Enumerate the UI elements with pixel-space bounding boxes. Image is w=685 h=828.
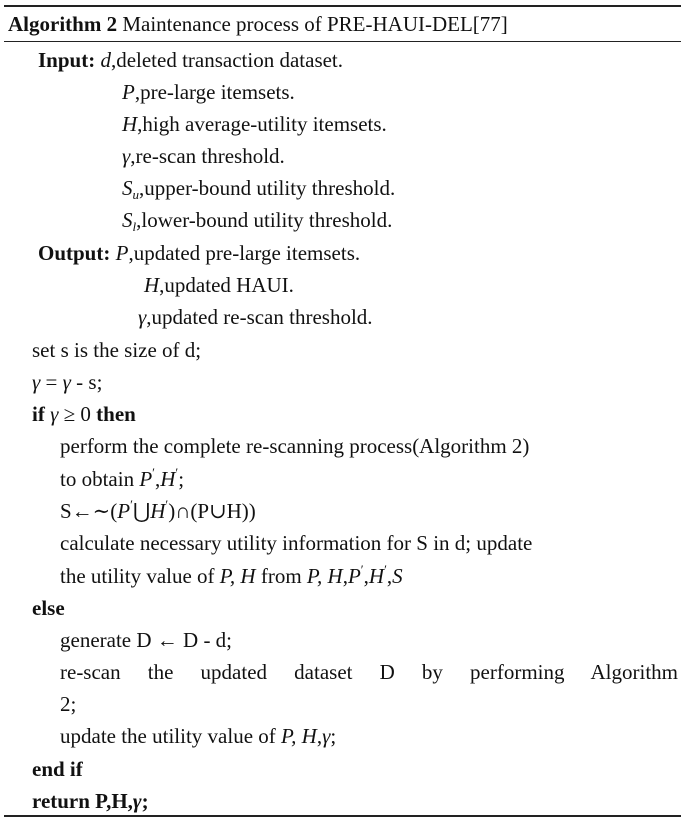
algorithm-label: Algorithm 2 (8, 12, 118, 36)
output-symbol: H (144, 273, 160, 297)
if-line (32, 401, 136, 427)
obtain-line (60, 466, 184, 492)
input-text: ,re-scan threshold. (130, 144, 285, 168)
condition-text: ≥ 0 (58, 402, 97, 426)
input-line-1 (38, 47, 343, 73)
end-if-keyword: end if (32, 757, 83, 781)
caption-rule (4, 41, 681, 42)
semicolon: ; (178, 467, 185, 491)
return-keyword: return P,H, (32, 789, 133, 813)
comma: , (363, 564, 369, 588)
input-symbol: S (122, 176, 133, 200)
gamma-symbol: γ (32, 370, 41, 394)
input-text: ,upper-bound utility threshold. (139, 176, 396, 200)
output-text: ,updated pre-large itemsets. (128, 241, 361, 265)
h-symbol: H (160, 467, 176, 491)
p-symbol: P (139, 467, 153, 491)
comma: , (316, 724, 323, 748)
prime-mark: ′ (175, 465, 179, 480)
p-symbol: P (347, 564, 361, 588)
prime-mark: ′ (152, 465, 155, 480)
output-line-1 (38, 240, 360, 266)
then-keyword: then (96, 402, 136, 426)
output-line-3 (138, 304, 373, 330)
prime-mark: ′ (384, 562, 387, 577)
input-line-5 (122, 175, 395, 201)
prime-mark: ′ (360, 562, 364, 577)
semicolon: ; (141, 789, 149, 813)
update-utility-line (60, 723, 336, 749)
obtain-prefix: to obtain (60, 467, 140, 491)
generate-line: generate D ← D - d; (60, 628, 233, 652)
input-text: ,high average-utility itemsets. (137, 112, 387, 136)
output-text: ,updated HAUI. (159, 273, 294, 297)
input-symbol: γ (122, 144, 131, 168)
rescan-line-continued: 2; (60, 692, 77, 716)
input-keyword: Input: (38, 48, 96, 72)
semicolon: ; (330, 724, 337, 748)
input-line-2 (122, 79, 295, 105)
set-size-line: set s is the size of d; (32, 338, 202, 362)
bottom-rule (4, 815, 681, 817)
from-text: from (255, 564, 307, 588)
h-symbol: H (368, 564, 385, 588)
input-symbol: S (122, 208, 133, 232)
input-line-4 (122, 143, 285, 169)
prime-mark: ′ (165, 497, 169, 512)
output-symbol: P (115, 241, 129, 265)
gamma-update-line (32, 369, 102, 395)
top-rule (4, 5, 681, 7)
else-keyword: else (32, 596, 65, 620)
output-line-2 (144, 272, 294, 298)
output-text: ,updated re-scan threshold. (146, 305, 373, 329)
input-text: ,deleted transaction dataset. (110, 48, 344, 72)
ph-symbols: P, H (306, 564, 343, 588)
minus-s-text: - s; (70, 370, 103, 394)
rescan-line (60, 659, 678, 685)
s-rhs: )∩(P∪H)) (168, 499, 256, 523)
utility-value-line (60, 563, 403, 589)
return-line (32, 788, 149, 814)
input-line-3 (122, 111, 387, 137)
gamma-symbol: γ (62, 370, 71, 394)
input-text: ,pre-large itemsets. (134, 80, 295, 104)
algorithm-box (4, 5, 681, 820)
input-symbol: H (122, 112, 138, 136)
h-symbol: H (150, 499, 166, 523)
s-symbol: S (392, 564, 403, 588)
algorithm-title: Maintenance process of PRE-HAUI-DEL[77] (122, 12, 508, 36)
if-keyword: if (32, 402, 45, 426)
p-symbol: P (117, 499, 131, 523)
gamma-symbol: γ (322, 724, 331, 748)
input-line-6 (122, 207, 392, 233)
calculate-line: calculate necessary utility information for S in d; update (60, 531, 533, 555)
input-subscript: u (132, 187, 139, 202)
utility-prefix: the utility value of (60, 564, 220, 588)
prime-mark: ′ (130, 497, 133, 512)
input-symbol: P (122, 80, 135, 104)
equals-text: = (40, 370, 63, 394)
input-text: ,lower-bound utility threshold. (136, 208, 393, 232)
input-symbol: d (100, 48, 111, 72)
union-symbol: ⋃ (132, 499, 151, 523)
comma: , (386, 564, 393, 588)
gamma-symbol: γ (50, 402, 59, 426)
input-subscript: l (132, 219, 137, 234)
ph-symbols: P, H (219, 564, 256, 588)
s-assignment-line (60, 498, 256, 524)
comma: , (155, 467, 161, 491)
algorithm-caption (8, 11, 508, 37)
rescan-text: re-scan the updated dataset D by performing Algorithm (60, 660, 678, 684)
ph-symbols: P, H (281, 724, 317, 748)
update-prefix: update the utility value of (60, 724, 282, 748)
comma: , (342, 564, 348, 588)
gamma-symbol: γ (132, 789, 142, 813)
output-keyword: Output: (38, 241, 111, 265)
output-symbol: γ (138, 305, 147, 329)
perform-line: perform the complete re-scanning process(Algorithm 2) (60, 434, 530, 458)
s-lhs: S←∼( (60, 499, 118, 523)
